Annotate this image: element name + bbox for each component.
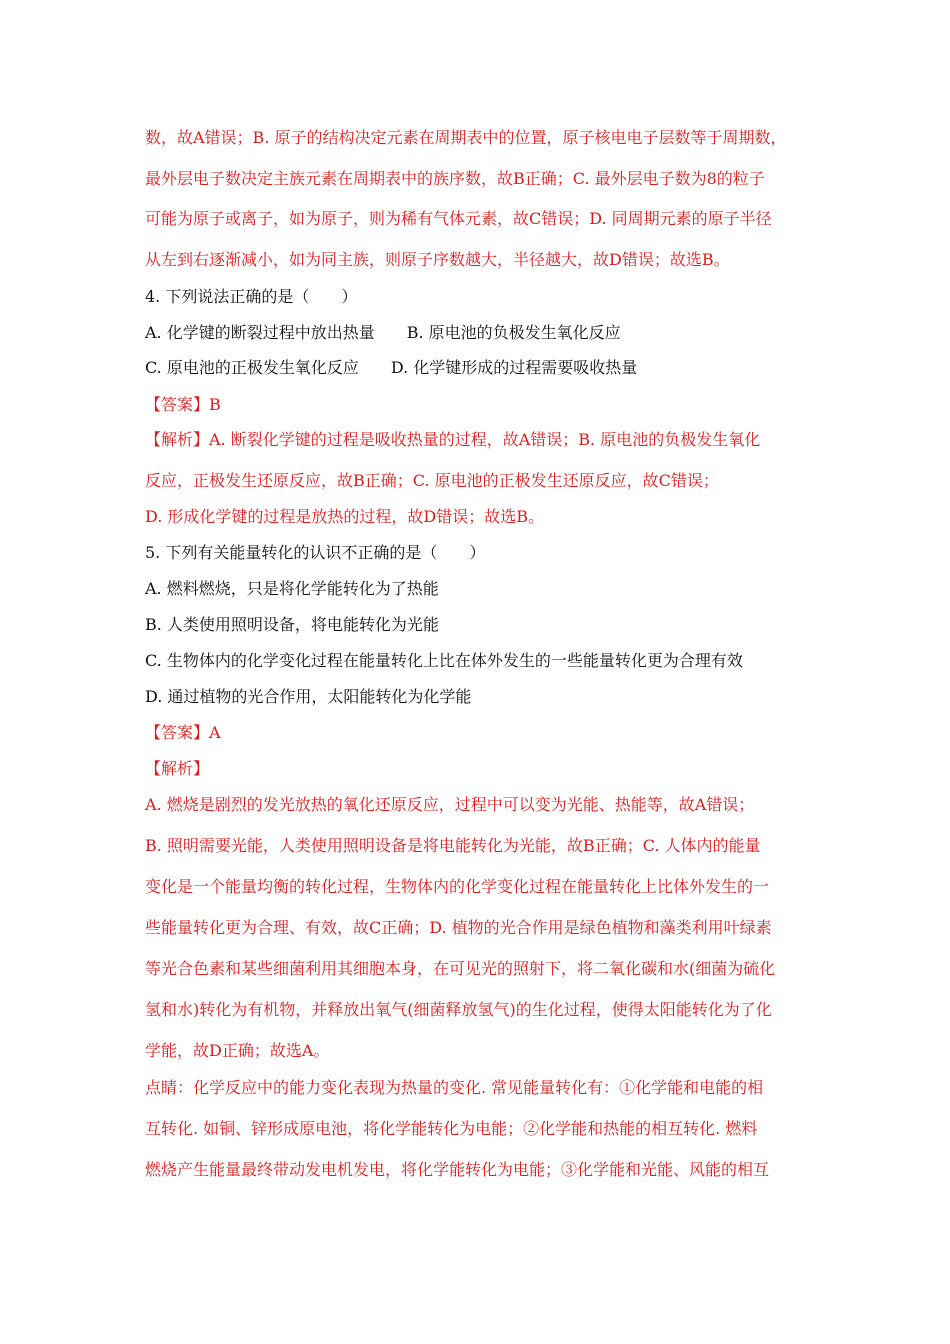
comment-line: 互转化. 如铜、锌形成原电池，将化学能转化为电能；②化学能和热能的相互转化. 燃料 <box>145 1119 758 1138</box>
question-4-options-ab: A. 化学键的断裂过程中放出热量 B. 原电池的负极发生氧化反应 <box>145 323 621 342</box>
analysis-label: 【解析】 <box>145 759 210 778</box>
analysis-line: 从左到右逐渐减小，如为同主族，则原子序数越大，半径越大，故D错误；故选B。 <box>145 250 730 269</box>
analysis-line: A. 燃烧是剧烈的发光放热的氧化还原反应，过程中可以变为光能、热能等，故A错误； <box>145 795 755 814</box>
analysis-line: B. 照明需要光能，人类使用照明设备是将电能转化为光能，故B正确；C. 人体内的能量 <box>145 836 761 855</box>
answer-label: 【答案】B <box>145 395 221 414</box>
question-4-options-cd: C. 原电池的正极发生氧化反应 D. 化学键形成的过程需要吸收热量 <box>145 358 638 377</box>
comment-line: 燃烧产生能量最终带动发电机发电，将化学能转化为电能；③化学能和光能、风能的相互 <box>145 1160 770 1179</box>
analysis-line: 变化是一个能量均衡的转化过程，生物体内的化学变化过程在能量转化上比体外发生的一 <box>145 877 770 896</box>
analysis-line: 些能量转化更为合理、有效，故C正确；D. 植物的光合作用是绿色植物和藻类利用叶绿素 <box>145 918 772 937</box>
question-5-option-d: D. 通过植物的光合作用，太阳能转化为化学能 <box>145 687 472 706</box>
analysis-line: D. 形成化学键的过程是放热的过程，故D错误；故选B。 <box>145 507 545 526</box>
analysis-line: 【解析】A. 断裂化学键的过程是吸收热量的过程，故A错误；B. 原电池的负极发生氧化 <box>145 430 761 449</box>
analysis-line: 氢和水)转化为有机物，并释放出氧气(细菌释放氢气)的生化过程，使得太阳能转化为了化 <box>145 1000 772 1019</box>
question-5-stem: 5. 下列有关能量转化的认识不正确的是（ ） <box>145 543 486 562</box>
analysis-line: 反应，正极发生还原反应，故B正确；C. 原电池的正极发生还原反应，故C错误； <box>145 471 719 490</box>
question-4-stem: 4. 下列说法正确的是（ ） <box>145 287 358 306</box>
analysis-line: 最外层电子数决定主族元素在周期表中的族序数，故B正确；C. 最外层电子数为8的粒子 <box>145 169 765 188</box>
analysis-line: 数，故A错误；B. 原子的结构决定元素在周期表中的位置，原子核电电子层数等于周期数， <box>145 128 787 147</box>
answer-label: 【答案】A <box>145 723 221 742</box>
question-5-option-c: C. 生物体内的化学变化过程在能量转化上比在体外发生的一些能量转化更为合理有效 <box>145 651 743 670</box>
question-5-option-b: B. 人类使用照明设备，将电能转化为光能 <box>145 615 439 634</box>
question-5-option-a: A. 燃料燃烧，只是将化学能转化为了热能 <box>145 579 439 598</box>
analysis-line: 学能，故D正确；故选A。 <box>145 1041 330 1060</box>
comment-line: 点睛：化学反应中的能力变化表现为热量的变化. 常见能量转化有：①化学能和电能的相 <box>145 1078 764 1097</box>
analysis-line: 可能为原子或离子，如为原子，则为稀有气体元素，故C错误；D. 同周期元素的原子半径 <box>145 209 772 228</box>
analysis-line: 等光合色素和某些细菌利用其细胞本身，在可见光的照射下，将二氧化碳和水(细菌为硫化 <box>145 959 776 978</box>
